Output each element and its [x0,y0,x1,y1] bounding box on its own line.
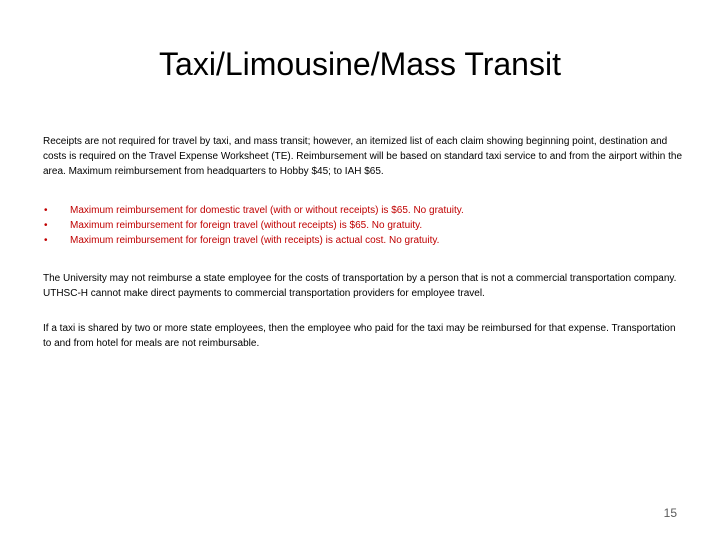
reimbursement-bullet-list [43,203,683,248]
bullet-item-foreign-receipts [43,233,683,248]
bullet-icon: • [44,205,48,216]
slide-title: Taxi/Limousine/Mass Transit [159,46,561,82]
bullet-text: Maximum reimbursement for foreign travel (without receipts) is $65. No gratuity. [70,220,423,231]
bullet-item-domestic [43,203,683,218]
bullet-text: Maximum reimbursement for foreign travel (with receipts) is actual cost. No gratuity. [70,235,440,246]
bullet-item-foreign-no-receipts [43,218,683,233]
bullet-icon: • [44,235,48,246]
page-number: 15 [663,506,677,520]
bullet-icon: • [44,220,48,231]
commercial-transport-paragraph: The University may not reimburse a state employee for the costs of transportation by a person that is not a commercial transportation company. UTHSC-H cannot make direct payments to commercial transportation providers for employee travel. [43,273,677,299]
receipts-paragraph: Receipts are not required for travel by taxi, and mass transit; however, an itemized list of each claim showing beginning point, destination and costs is required on the Travel Expense Worksheet (TE). Reimbursement will be based on standard taxi service to and from the airport within the area. Maximum reimbursement from headquarters to Hobby $45; to IAH $65. [43,136,683,177]
shared-taxi-paragraph: If a taxi is shared by two or more state employees, then the employee who paid for the taxi may be reimbursed for that expense. Transportation to and from hotel for meals are not reimbursable. [43,323,676,349]
bullet-text: Maximum reimbursement for domestic travel (with or without receipts) is $65. No gratuity. [70,205,464,216]
